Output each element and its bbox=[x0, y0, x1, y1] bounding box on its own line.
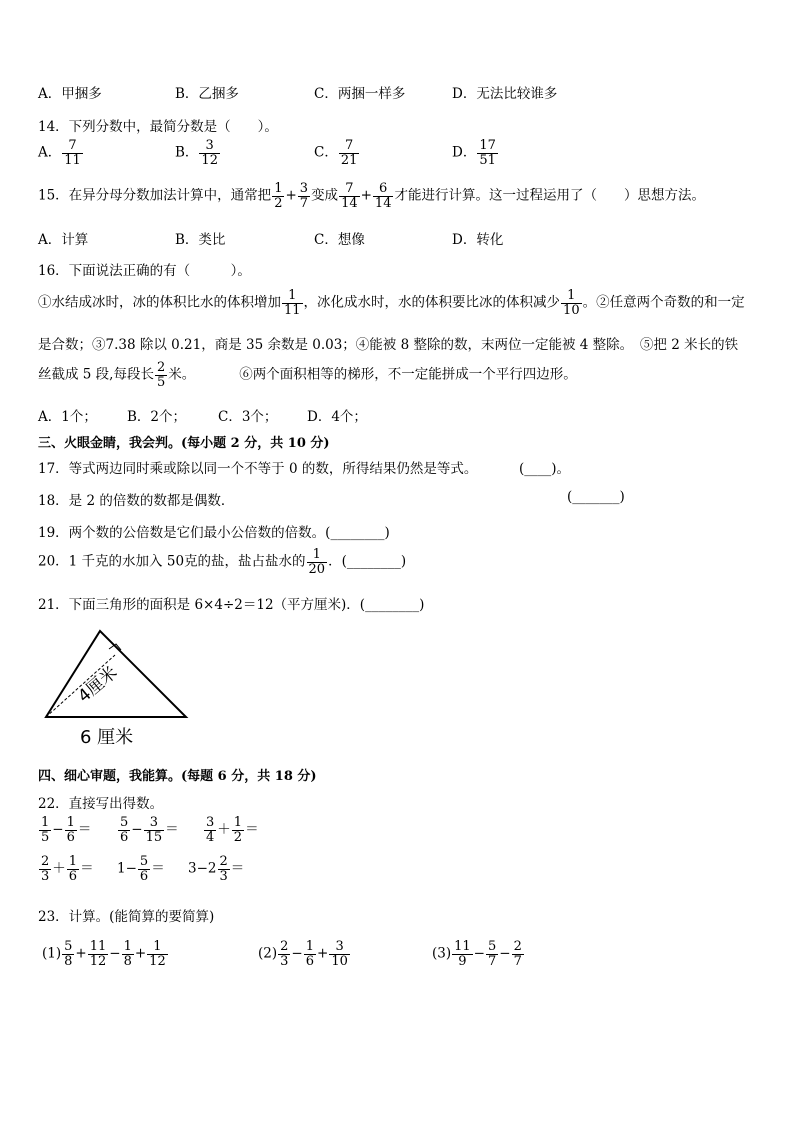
triangle-base-label: 6 厘米 bbox=[80, 727, 134, 748]
q18-text: 18．是 2 的倍数的数都是偶数． bbox=[38, 493, 235, 509]
q16-option-a: A．1个； bbox=[38, 409, 97, 425]
q16-statement-2: 是合数；③7.38 除以 0.21，商是 35 余数是 0.03；④能被 8 整除的数，末两位一定能被 4 整除。 ⑤把 2 米长的铁 bbox=[38, 337, 739, 353]
q14-option-b: B． $\frac{3}{12}$ bbox=[175, 138, 218, 168]
q14-option-c: C． $\frac{7}{21}$ bbox=[314, 138, 358, 168]
q22-expr-4: $\frac{2}{3}$ ＋ $\frac{1}{6}$ ＝ bbox=[41, 854, 94, 884]
q14-option-d: D． $\frac{17}{51}$ bbox=[452, 138, 496, 168]
section-4-heading: 四、细心审题，我能算。(每题 6 分，共 18 分) bbox=[38, 769, 317, 784]
q13-option-c: C．两捆一样多 bbox=[314, 86, 406, 102]
q15-option-d: D．转化 bbox=[452, 232, 504, 248]
q14-option-a: A． $\frac{7}{11}$ bbox=[38, 138, 81, 168]
q22-text: 22．直接写出得数。 bbox=[38, 796, 164, 812]
q17-text: 17．等式两边同时乘或除以同一个不等于 0 的数，所得结果仍然是等式。 bbox=[38, 461, 478, 477]
q21-text: 21．下面三角形的面积是 6×4÷2＝12（平方厘米)．(________) bbox=[38, 597, 425, 613]
q16-text: 16．下面说法正确的有（ ）。 bbox=[38, 263, 251, 279]
q14-text: 14．下列分数中，最简分数是（ ）。 bbox=[38, 119, 278, 135]
q22-expr-2: $\frac{5}{6}$ − $\frac{3}{15}$ ＝ bbox=[120, 815, 179, 845]
q15-text: 15．在异分母分数加法计算中，通常把 $\frac{1}{2}$ + $\frac{3}{7}$ 变成 $\frac{7}{14}$ + $\frac{6}{14}$ 才能进行计算。这一过程运用了（ ）思想方法。 bbox=[38, 181, 705, 211]
q15-option-b: B．类比 bbox=[175, 232, 226, 248]
q22-expr-6: 3−2 $\frac{2}{3}$ ＝ bbox=[188, 854, 245, 884]
q20-text: 20．1 千克的水加入 50克的盐，盐占盐水的 $\frac{1}{20}$ ．(________) bbox=[38, 547, 407, 577]
q13-option-b: B．乙捆多 bbox=[175, 86, 239, 102]
q15-option-c: C．想像 bbox=[314, 232, 365, 248]
section-3-heading: 三、火眼金睛，我会判。(每小题 2 分，共 10 分) bbox=[38, 436, 330, 451]
q23-expr-3: (3) $\frac{11}{9}$ − $\frac{5}{7}$ − $\frac{2}{7}$ bbox=[432, 939, 522, 969]
triangle-side-label: 4厘米 bbox=[74, 662, 122, 707]
q13-option-d: D．无法比较谁多 bbox=[452, 86, 558, 102]
q23-expr-1: (1) $\frac{5}{8}$ + $\frac{11}{12}$ − $\frac{1}{8}$ + $\frac{1}{12}$ bbox=[42, 939, 166, 969]
q16-option-d: D．4个； bbox=[307, 409, 367, 425]
triangle-figure bbox=[40, 625, 200, 750]
q18-answer-blank[interactable]: (_______) bbox=[567, 489, 625, 505]
q19-text: 19．两个数的公倍数是它们最小公倍数的倍数。(________) bbox=[38, 525, 390, 541]
q13-option-a: A．甲捆多 bbox=[38, 86, 102, 102]
q23-expr-2: (2) $\frac{2}{3}$ − $\frac{1}{6}$ + $\frac{3}{10}$ bbox=[258, 939, 348, 969]
q22-expr-5: 1− $\frac{5}{6}$ ＝ bbox=[117, 854, 165, 884]
q16-option-b: B．2个； bbox=[127, 409, 187, 425]
q17-answer-blank[interactable]: (____)。 bbox=[519, 461, 571, 477]
q22-expr-1: $\frac{1}{5}$ − $\frac{1}{6}$ ＝ bbox=[41, 815, 92, 845]
q16-statement-3: 丝截成 5 段,每段长 $\frac{2}{5}$ 米。 ⑥两个面积相等的梯形，不一定能拼成一个平行四边形。 bbox=[38, 360, 577, 390]
q15-option-a: A．计算 bbox=[38, 232, 89, 248]
q16-option-c: C．3个； bbox=[218, 409, 278, 425]
q22-expr-3: $\frac{3}{4}$ ＋ $\frac{1}{2}$ ＝ bbox=[206, 815, 259, 845]
q16-statement-1: ①水结成冰时，冰的体积比水的体积增加 $\frac{1}{11}$ ，冰化成水时，水的体积要比冰的体积减少 $\frac{1}{10}$ 。②任意两个奇数的和一定 bbox=[38, 288, 745, 318]
q23-text: 23．计算。(能简算的要简算) bbox=[38, 909, 215, 925]
